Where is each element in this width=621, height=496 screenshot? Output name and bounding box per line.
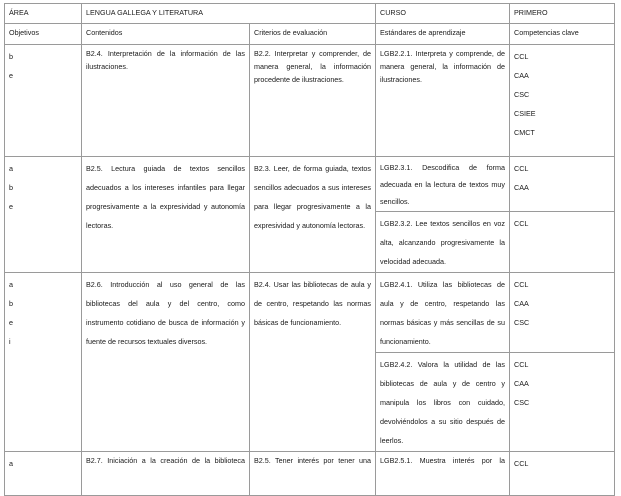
competencia-item: CAA	[514, 71, 529, 80]
contenido-cell	[82, 45, 250, 157]
contenido-text: B2.7. Iniciación a la creación de la biblioteca	[86, 456, 245, 465]
objetivos-cell	[5, 452, 82, 496]
objetivo-item: a	[9, 280, 13, 289]
competencia-item: CCL	[514, 280, 529, 289]
table-row	[5, 452, 615, 496]
estandar-text: LGB2.4.2. Valora la utilidad de las bibliotecas de aula y de centro y manipula los libros con cuidado, devolviéndolos a su sitio después de leerlos.	[380, 360, 506, 445]
table-row	[5, 157, 615, 212]
criterio-cell	[250, 45, 376, 157]
area-label: ÁREA	[5, 4, 82, 24]
criterio-cell	[250, 452, 376, 496]
objetivo-item: a	[9, 164, 13, 173]
objetivo-item: b	[9, 299, 13, 308]
col-contenidos: Contenidos	[82, 24, 250, 45]
contenido-text: B2.5. Lectura guiada de textos sencillos adecuados a los intereses infantiles para llegar progresivamente a la expresividad y autonomía lectoras.	[86, 164, 245, 230]
contenido-text: B2.4. Interpretación de la información de las ilustraciones.	[86, 49, 245, 71]
competencia-item: CCL	[514, 459, 529, 468]
competencias-cell	[510, 45, 615, 157]
criterio-cell	[250, 157, 376, 273]
competencias-cell	[510, 353, 615, 452]
objetivo-item: a	[9, 459, 13, 468]
competencia-item: CSC	[514, 90, 530, 99]
objetivo-item: e	[9, 71, 13, 80]
competencias-cell	[510, 452, 615, 496]
competencias-cell	[510, 157, 615, 212]
estandar-text: LGB2.3.2. Lee textos sencillos en voz alta, alcanzando progresivamente la velocidad adecuada.	[380, 219, 506, 266]
objetivo-item: b	[9, 183, 13, 192]
competencia-item: CAA	[514, 379, 529, 388]
competencia-item: CAA	[514, 299, 529, 308]
competencia-item: CCL	[514, 219, 529, 228]
col-competencias: Competencias clave	[510, 24, 615, 45]
objetivo-item: e	[9, 318, 13, 327]
criterio-text: B2.4. Usar las bibliotecas de aula y de centro, respetando las normas básicas de funcionamiento.	[254, 280, 372, 327]
subject-name: LENGUA GALLEGA Y LITERATURA	[82, 4, 376, 24]
competencia-item: CCL	[514, 360, 529, 369]
estandar-cell	[376, 157, 510, 212]
criterio-text: B2.3. Leer, de forma guiada, textos sencillos adecuados a sus intereses para llegar progresivamente a la expresividad y autonomía lectoras.	[254, 164, 372, 230]
contenido-cell	[82, 273, 250, 452]
competencia-item: CSC	[514, 318, 530, 327]
competencia-item: CAA	[514, 183, 529, 192]
contenido-cell	[82, 157, 250, 273]
estandar-text: LGB2.3.1. Descodifica de forma adecuada en la lectura de textos muy sencillos.	[380, 163, 506, 206]
col-criterios: Criterios de evaluación	[250, 24, 376, 45]
objetivo-item: i	[9, 337, 11, 346]
estandar-text: LGB2.4.1. Utiliza las bibliotecas de aula y de centro, respetando las normas básicas y más sencillas de su funcionamiento.	[380, 280, 506, 346]
contenido-cell	[82, 452, 250, 496]
competencia-item: CMCT	[514, 128, 535, 137]
nivel-value: PRIMERO	[510, 4, 615, 24]
curriculum-table	[4, 3, 615, 496]
criterio-text: B2.5. Tener interés por tener una	[254, 456, 372, 465]
estandar-cell	[376, 353, 510, 452]
objetivo-item: e	[9, 202, 13, 211]
estandar-text: LGB2.2.1. Interpreta y comprende, de manera general, la información de ilustraciones.	[380, 49, 506, 84]
competencia-item: CSIEE	[514, 109, 536, 118]
col-estandares: Estándares de aprendizaje	[376, 24, 510, 45]
curso-label: CURSO	[376, 4, 510, 24]
objetivo-item: b	[9, 52, 13, 61]
estandar-cell	[376, 45, 510, 157]
competencias-cell	[510, 273, 615, 353]
competencia-item: CSC	[514, 398, 530, 407]
estandar-text: LGB2.5.1. Muestra interés por la	[380, 456, 506, 465]
objetivos-cell	[5, 157, 82, 273]
header-row	[5, 4, 615, 24]
col-objetivos: Objetivos	[5, 24, 82, 45]
objetivos-cell	[5, 45, 82, 157]
table-row	[5, 45, 615, 157]
estandar-cell	[376, 273, 510, 353]
criterio-text: B2.2. Interpretar y comprender, de manera general, la información procedente de ilustraciones.	[254, 49, 372, 84]
competencia-item: CCL	[514, 52, 529, 61]
estandar-cell	[376, 452, 510, 496]
criterio-cell	[250, 273, 376, 452]
contenido-text: B2.6. Introducción al uso general de las bibliotecas del aula y del centro, como instrumento cotidiano de busca de información y fuente de recursos textuales diversos.	[86, 280, 245, 346]
table-row	[5, 273, 615, 353]
competencia-item: CCL	[514, 164, 529, 173]
column-header-row	[5, 24, 615, 45]
objetivos-cell	[5, 273, 82, 452]
estandar-cell	[376, 212, 510, 273]
competencias-cell	[510, 212, 615, 273]
